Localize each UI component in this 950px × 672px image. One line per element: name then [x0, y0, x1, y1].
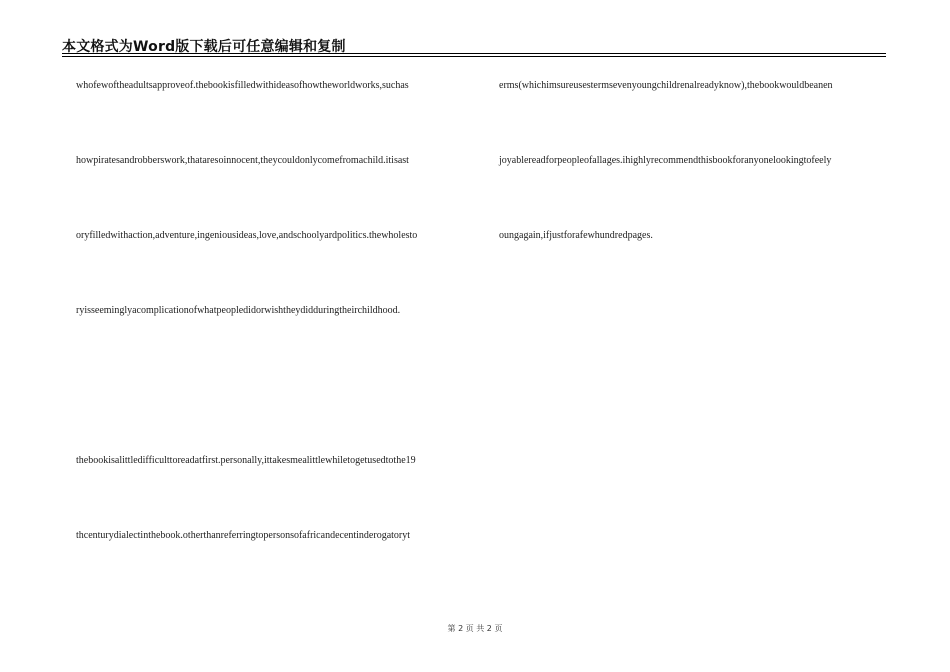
- text-line: ryisseeminglyacomplicationofwhatpeopledidorwishtheydidduringtheirchildhood.: [76, 305, 401, 316]
- page-number-footer: 第 2 页 共 2 页: [447, 624, 503, 633]
- text-line: erms(whichimsureusestermsevenyoungchildrenalreadyknow),thebookwouldbeanen: [499, 80, 833, 91]
- text-line: oryfilledwithaction,adventure,ingeniousideas,love,andschoolyardpolitics.thewholesto: [76, 230, 418, 241]
- header-divider-top: [62, 53, 886, 54]
- text-line: oungagain,ifjustforafewhundredpages.: [499, 230, 653, 241]
- text-line: whofewoftheadultsapproveof.thebookisfilledwithideasofhowtheworldworks,suchas: [76, 80, 409, 91]
- header-divider-bottom: [62, 56, 886, 57]
- text-line: joyablereadforpeopleofallages.ihighlyrecommendthisbookforanyonelookingtofeely: [499, 155, 832, 166]
- text-line: thcenturydialectinthebook.otherthanreferringtopersonsofafricandecentinderogatoryt: [76, 530, 411, 541]
- text-line: thebookisalittledifficulttoreadatfirst.personally,ittakesmealittlewhiletogetusedtothe19: [76, 455, 416, 466]
- page-header-title: 本文格式为Word版下载后可任意编辑和复制: [62, 39, 346, 55]
- text-line: howpiratesandrobberswork,thataresoinnocent,theycouldonlycomefromachild.itisast: [76, 155, 409, 166]
